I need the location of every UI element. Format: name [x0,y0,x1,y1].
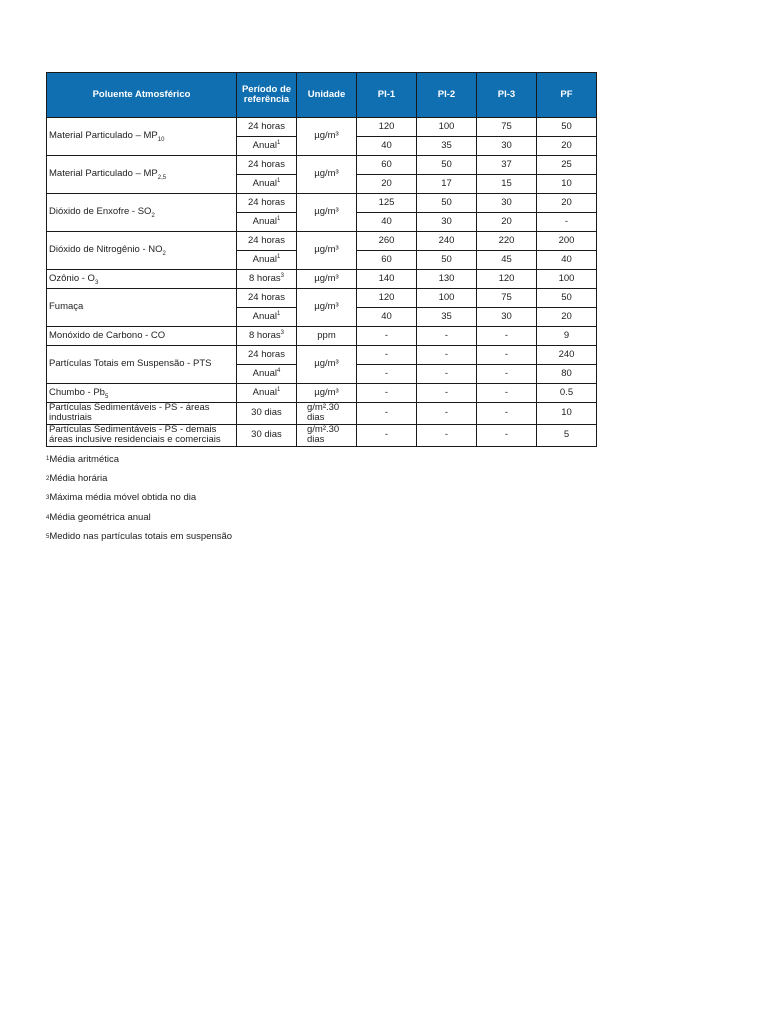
pi1-value: 60 [357,251,417,270]
pf-value: 80 [537,365,597,384]
header-unit: Unidade [297,73,357,118]
header-pi3: PI-3 [477,73,537,118]
footnote-marker: 1 [276,215,281,222]
pi2-value: 50 [417,156,477,175]
pi2-value: 130 [417,270,477,289]
pi3-value: - [477,327,537,346]
pollutant-subscript: 2,5 [157,175,167,182]
footnote: 4 Média geométrica anual [46,511,151,523]
period-label: 30 dias [251,407,282,419]
pi1-value: - [357,384,417,403]
period-cell [237,270,297,289]
pollutant-cell [47,232,237,270]
pi3-value: 30 [477,137,537,156]
footnote-text: Média horária [49,473,108,485]
pollutant-subscript: 3 [94,279,99,286]
header-pollutant: Poluente Atmosférico [47,73,237,118]
period-cell [237,384,297,403]
pollutant-cell [47,327,237,346]
period-cell [237,213,297,232]
period-label: Anual [252,310,277,322]
period-label: Anual [252,253,277,265]
period-label: 24 horas [248,348,285,360]
pi3-value: 30 [477,308,537,327]
pollutant-name: Dióxido de Nitrogênio - NO [49,244,163,256]
pf-value: 25 [537,156,597,175]
pf-value: 9 [537,327,597,346]
pi1-value: - [357,403,417,425]
pollutant-name: Ozônio - O [49,272,95,284]
period-label: 24 horas [248,234,285,246]
pi1-value: - [357,327,417,346]
footnote: 3 Máxima média móvel obtida no dia [46,492,197,504]
header-period: Período de referência [237,73,297,118]
footnote-marker: 3 [280,272,285,279]
period-cell [237,327,297,346]
pi1-value: 40 [357,213,417,232]
pi1-value: 120 [357,118,417,137]
pi3-value: - [477,346,537,365]
pollutant-name: Partículas Sedimentáveis - PS - demais áreas inclusive residenciais e comerciais [49,423,221,446]
header-pi2: PI-2 [417,73,477,118]
footnote-text: Média geométrica anual [49,511,151,523]
period-label: Anual [252,386,277,398]
document-page [46,72,598,547]
pi3-value: 30 [477,194,537,213]
table-row [47,156,597,175]
pi2-value: - [417,424,477,446]
footnote-marker: 1 [276,253,281,260]
period-cell [237,175,297,194]
footnote-marker: 1 [276,139,281,146]
pf-value: 240 [537,346,597,365]
pi1-value: 60 [357,156,417,175]
pi2-value: 100 [417,118,477,137]
pi2-value: 100 [417,289,477,308]
pi1-value: - [357,365,417,384]
pi3-value: - [477,384,537,403]
pollutant-cell [47,424,237,446]
table-row [47,289,597,308]
pollutant-name: Dióxido de Enxofre - SO [49,206,152,218]
period-label: Anual [252,215,277,227]
unit-cell: ppm [297,327,357,346]
unit-cell: µg/m³ [297,270,357,289]
pi2-value: - [417,346,477,365]
pollutant-name: Fumaça [49,301,84,313]
pollutant-cell [47,403,237,425]
table-body [47,118,597,447]
pi2-value: 17 [417,175,477,194]
pollutant-name: Material Particulado – MP [49,130,158,142]
table-row [47,403,597,425]
period-label: Anual [252,367,277,379]
pollutant-cell [47,270,237,289]
pf-value: 20 [537,308,597,327]
period-cell [237,118,297,137]
pollutant-name: Monóxido de Carbono - CO [49,329,166,341]
unit-cell: µg/m³ [297,194,357,232]
pf-value: 20 [537,137,597,156]
footnote-marker: 1 [276,177,281,184]
pi1-value: 260 [357,232,417,251]
pi1-value: 40 [357,308,417,327]
table-row [47,232,597,251]
pf-value: 40 [537,251,597,270]
pf-value: - [537,213,597,232]
pi1-value: - [357,424,417,446]
pf-value: 200 [537,232,597,251]
pi2-value: - [417,365,477,384]
footnote-marker: 1 [276,386,281,393]
pi2-value: - [417,384,477,403]
period-cell [237,251,297,270]
period-label: Anual [252,177,277,189]
pf-value: 10 [537,175,597,194]
pollutant-cell [47,194,237,232]
period-cell [237,346,297,365]
table-row [47,118,597,137]
pi3-value: 45 [477,251,537,270]
period-cell [237,232,297,251]
period-cell [237,289,297,308]
pollutant-cell [47,346,237,384]
pi2-value: 30 [417,213,477,232]
footnote-text: Medido nas partículas totais em suspensão [49,531,233,543]
header-pf: PF [537,73,597,118]
footnote-marker: 4 [276,367,281,374]
pi3-value: 20 [477,213,537,232]
pollutant-subscript: 2 [151,213,155,220]
pf-value: 20 [537,194,597,213]
pf-value: 10 [537,403,597,425]
footnotes [46,450,598,547]
footnote-text: Média aritmética [49,453,120,465]
pi1-value: 20 [357,175,417,194]
pi1-value: 120 [357,289,417,308]
pi2-value: - [417,403,477,425]
pi3-value: 15 [477,175,537,194]
pi3-value: - [477,365,537,384]
unit-cell: µg/m³ [297,346,357,384]
pi3-value: 120 [477,270,537,289]
pollutant-subscript: 10 [157,137,165,144]
pi1-value: 40 [357,137,417,156]
pollutant-cell [47,384,237,403]
unit-cell: µg/m³ [297,156,357,194]
pi2-value: 50 [417,194,477,213]
period-label: 24 horas [248,158,285,170]
footnote-marker: 1 [276,310,281,317]
pi3-value: 37 [477,156,537,175]
period-cell [237,194,297,213]
pollutant-subscript: 2 [162,251,166,258]
unit-cell: g/m².30 dias [297,403,357,425]
period-cell [237,156,297,175]
period-cell [237,308,297,327]
pf-value: 100 [537,270,597,289]
pi2-value: - [417,327,477,346]
pi3-value: 220 [477,232,537,251]
pollutant-cell [47,289,237,327]
table-row [47,327,597,346]
pollutant-subscript: 5 [104,393,109,400]
pf-value: 0.5 [537,384,597,403]
unit-cell: µg/m³ [297,232,357,270]
pi2-value: 50 [417,251,477,270]
table-row [47,346,597,365]
footnote: 1 Média aritmética [46,453,120,465]
pi3-value: 75 [477,289,537,308]
period-label: 24 horas [248,120,285,132]
footnote-text: Máxima média móvel obtida no dia [49,492,197,504]
pollutant-cell [47,118,237,156]
pf-value: 50 [537,289,597,308]
table-row [47,424,597,446]
period-cell [237,137,297,156]
period-cell [237,403,297,425]
air-quality-standards-table [46,72,597,447]
footnote-marker: 3 [280,329,285,336]
unit-cell: µg/m³ [297,118,357,156]
pollutant-name: Partículas Totais em Suspensão - PTS [49,358,212,370]
pi1-value: - [357,346,417,365]
pi1-value: 125 [357,194,417,213]
unit-cell: µg/m³ [297,289,357,327]
table-header-row [47,73,597,118]
table-row [47,194,597,213]
period-label: 8 horas [248,272,281,284]
period-label: 24 horas [248,291,285,303]
unit-cell: µg/m³ [297,384,357,403]
pi1-value: 140 [357,270,417,289]
pi2-value: 240 [417,232,477,251]
period-label: 24 horas [248,196,285,208]
table-row [47,384,597,403]
period-cell [237,424,297,446]
period-label: 30 dias [251,429,282,441]
footnote: 2 Média horária [46,473,108,485]
pi3-value: - [477,424,537,446]
pollutant-name: Partículas Sedimentáveis - PS - áreas industriais [49,402,210,424]
pi2-value: 35 [417,137,477,156]
pollutant-name: Material Particulado – MP [49,168,158,180]
pi3-value: 75 [477,118,537,137]
pf-value: 5 [537,424,597,446]
pollutant-cell [47,156,237,194]
unit-cell: g/m².30 dias [297,424,357,446]
header-pi1: PI-1 [357,73,417,118]
pi2-value: 35 [417,308,477,327]
pf-value: 50 [537,118,597,137]
pi3-value: - [477,403,537,425]
table-row [47,270,597,289]
pollutant-name: Chumbo - Pb [49,386,105,398]
period-label: 8 horas [248,329,281,341]
period-label: Anual [252,139,277,151]
footnote: 5 Medido nas partículas totais em suspensão [46,531,233,543]
period-cell [237,365,297,384]
